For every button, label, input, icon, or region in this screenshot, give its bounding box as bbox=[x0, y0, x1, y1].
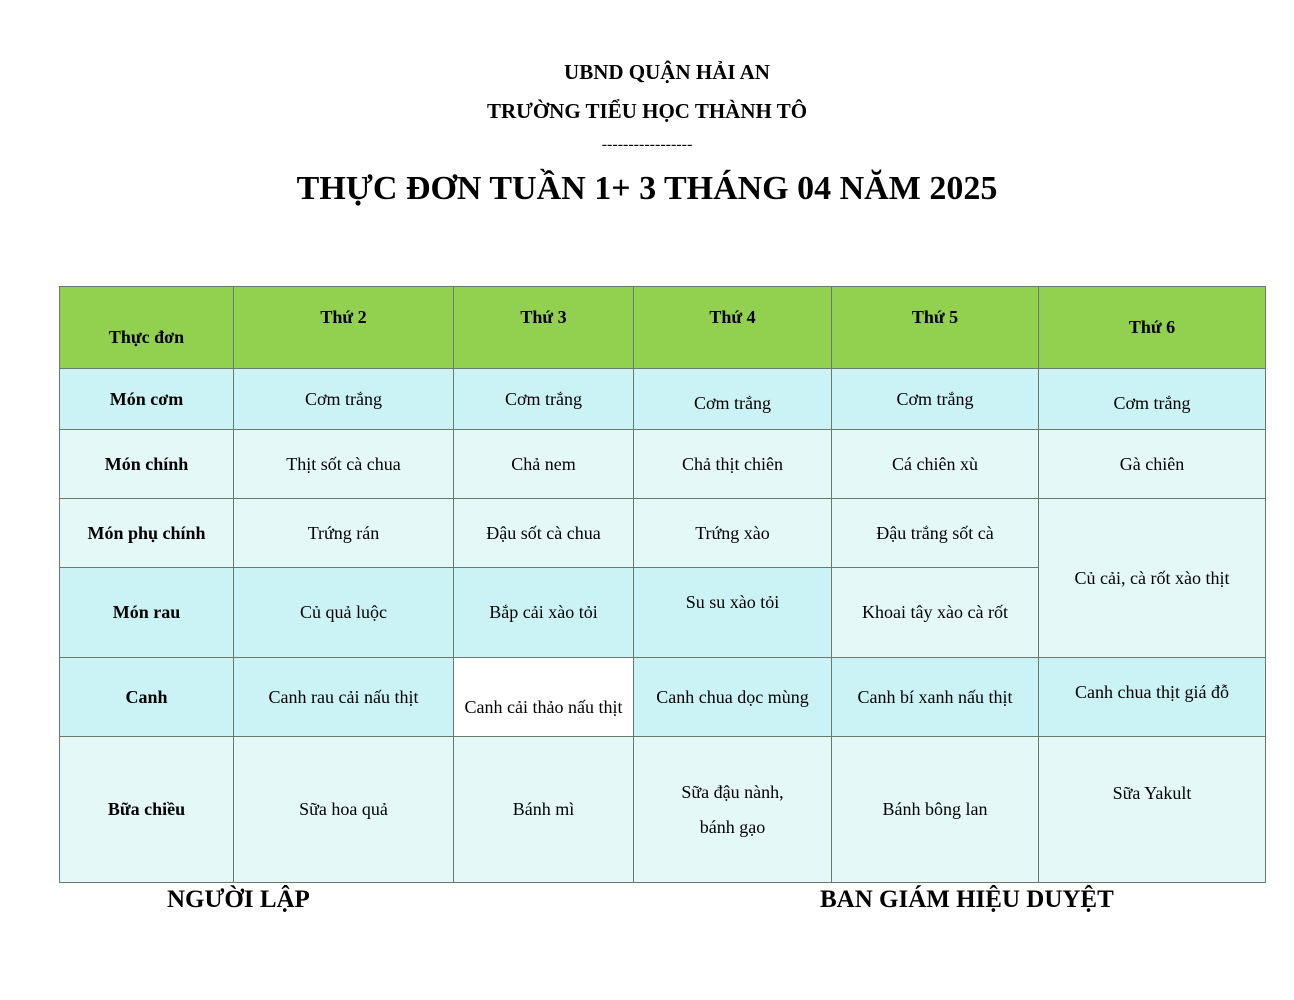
header-day-6: Thứ 6 bbox=[1039, 287, 1266, 369]
row-label-mon-chinh: Món chính bbox=[60, 430, 234, 499]
table-cell: Canh chua thịt giá đỗ bbox=[1039, 658, 1266, 737]
row-label-canh: Canh bbox=[60, 658, 234, 737]
table-cell: Thịt sốt cà chua bbox=[234, 430, 454, 499]
table-cell: Su su xào tỏi bbox=[634, 568, 832, 658]
table-cell: Củ quả luộc bbox=[234, 568, 454, 658]
table-cell: Chả thịt chiên bbox=[634, 430, 832, 499]
table-header-row bbox=[60, 287, 1266, 369]
table-row bbox=[60, 737, 1266, 883]
table-cell: Gà chiên bbox=[1039, 430, 1266, 499]
table-cell: Khoai tây xào cà rốt bbox=[832, 568, 1039, 658]
header-separator: ----------------- bbox=[601, 136, 693, 153]
table-cell: Chả nem bbox=[454, 430, 634, 499]
signature-approver: BAN GIÁM HIỆU DUYỆT bbox=[820, 886, 1114, 913]
header-day-4: Thứ 4 bbox=[634, 287, 832, 369]
header-day-2: Thứ 2 bbox=[234, 287, 454, 369]
table-cell: Cá chiên xù bbox=[832, 430, 1039, 499]
menu-table bbox=[59, 286, 1266, 883]
table-row bbox=[60, 369, 1266, 430]
table-row bbox=[60, 658, 1266, 737]
header-day-5: Thứ 5 bbox=[832, 287, 1039, 369]
table-cell: Canh cải thảo nấu thịt bbox=[454, 658, 634, 737]
school-name: TRƯỜNG TIỂU HỌC THÀNH TÔ bbox=[486, 99, 808, 123]
table-cell: Canh bí xanh nấu thịt bbox=[832, 658, 1039, 737]
table-cell: Bánh mì bbox=[454, 737, 634, 883]
cell-line-1: Sữa đậu nành, bbox=[681, 781, 784, 802]
table-cell: Cơm trắng bbox=[1039, 369, 1266, 430]
org-name: UBND QUẬN HẢI AN bbox=[564, 60, 770, 84]
table-cell: Cơm trắng bbox=[832, 369, 1039, 430]
table-cell: Đậu sốt cà chua bbox=[454, 499, 634, 568]
row-label-mon-phu-chinh: Món phụ chính bbox=[60, 499, 234, 568]
table-cell: Cơm trắng bbox=[634, 369, 832, 430]
page-title: THỰC ĐƠN TUẦN 1+ 3 THÁNG 04 NĂM 2025 bbox=[296, 170, 998, 207]
table-cell: Sữa hoa quả bbox=[234, 737, 454, 883]
table-cell bbox=[634, 737, 832, 883]
table-cell: Bắp cải xào tỏi bbox=[454, 568, 634, 658]
row-label-mon-com: Món cơm bbox=[60, 369, 234, 430]
table-cell: Trứng rán bbox=[234, 499, 454, 568]
table-cell: Canh rau cải nấu thịt bbox=[234, 658, 454, 737]
table-cell: Cơm trắng bbox=[454, 369, 634, 430]
table-row bbox=[60, 499, 1266, 568]
table-cell: Trứng xào bbox=[634, 499, 832, 568]
table-cell: Sữa Yakult bbox=[1039, 737, 1266, 883]
header-corner: Thực đơn bbox=[60, 287, 234, 369]
table-row bbox=[60, 430, 1266, 499]
table-cell: Canh chua dọc mùng bbox=[634, 658, 832, 737]
row-label-mon-rau: Món rau bbox=[60, 568, 234, 658]
header-day-3: Thứ 3 bbox=[454, 287, 634, 369]
table-cell: Cơm trắng bbox=[234, 369, 454, 430]
table-cell: Bánh bông lan bbox=[832, 737, 1039, 883]
cell-line-2: bánh gạo bbox=[699, 816, 766, 837]
table-cell-merged: Củ cải, cà rốt xào thịt bbox=[1039, 499, 1266, 658]
table-cell: Đậu trắng sốt cà bbox=[832, 499, 1039, 568]
row-label-bua-chieu: Bữa chiều bbox=[60, 737, 234, 883]
signature-preparer: NGƯỜI LẬP bbox=[167, 886, 310, 913]
